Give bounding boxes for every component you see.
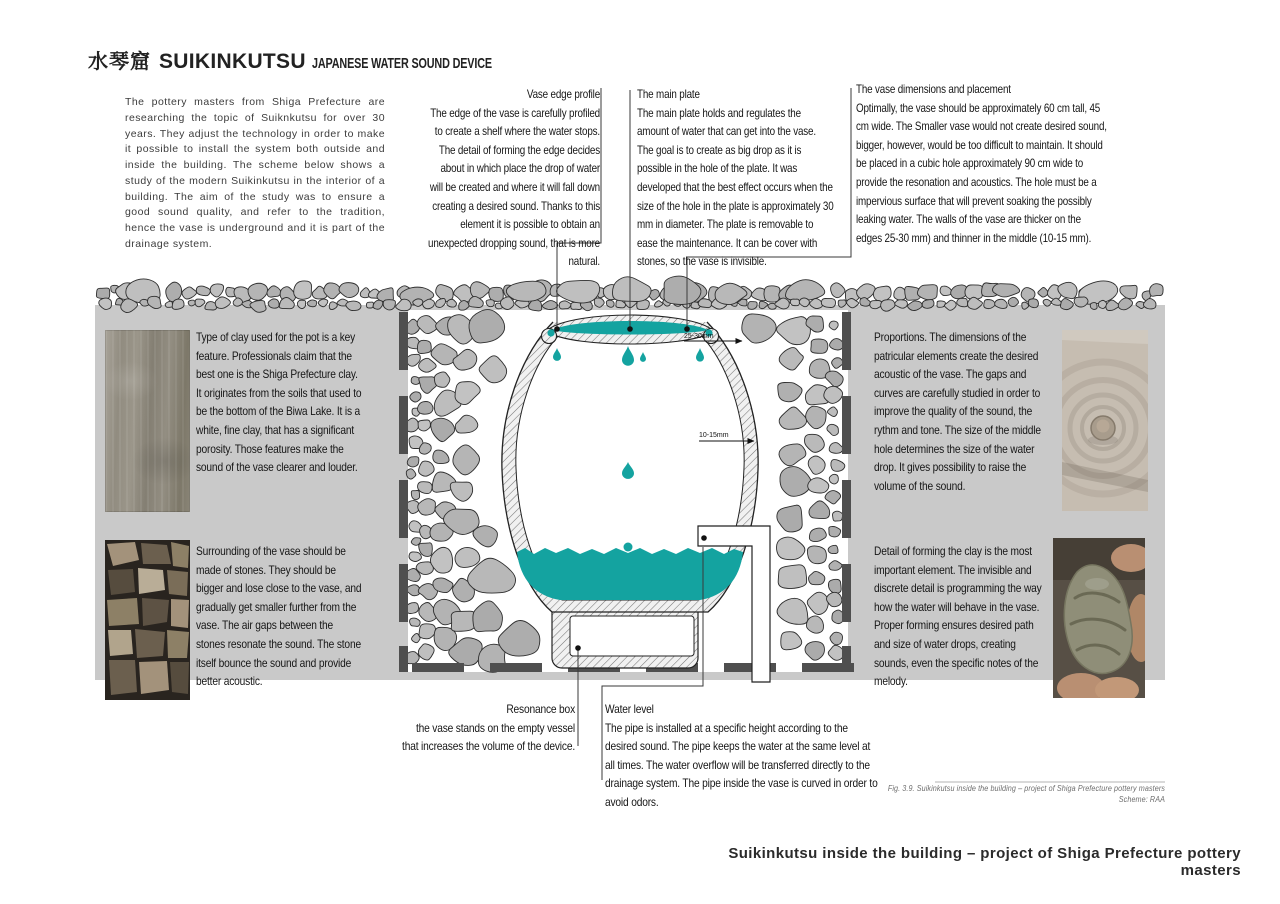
figure-caption-line2: Scheme: RAA	[1118, 794, 1165, 804]
annotation-body: the vase stands on the empty vessel that increases the volume of the device.	[402, 720, 575, 754]
subtitle: JAPANESE WATER SOUND DEVICE	[311, 55, 492, 72]
annotation-main-plate	[637, 85, 834, 271]
annotation-title: The vase dimensions and placement	[856, 82, 1011, 96]
annotation-resonance-box	[401, 700, 575, 756]
footer-caption: Suikinkutsu inside the building – project of Shiga Prefecture pottery masters	[728, 845, 1241, 879]
annotation-water-level	[605, 700, 881, 812]
annotation-body: The main plate holds and regulates the amount of water that can get into the vase. The goal is to create as big drop as it is possible in the hole of the plate. It was developed that the best effect occurs when the size of the hole in the plate is approximately 30 mm in diameter. The plate is removable to ease the maintenance. It can be cover with stones, so the vase is invisible.	[637, 105, 834, 269]
wall-middle-thickness-label: 10-15mm	[699, 432, 729, 439]
vase-bottom-detail-photo	[1062, 330, 1148, 511]
annotation-surrounding-stones: Surrounding of the vase should be made of stones. They should be bigger and lose close to the vase, and gradually get smaller further from the vase. The air gaps between the stones resonate the sound. The stone itself bounce the sound and provide better acoustic.	[196, 544, 362, 689]
annotation-forming-detail: Detail of forming the clay is the most important element. The invisible and discrete detail is programming the way how the water will behave in the vase. Proper forming ensures desired path and size of water drops, creating sounds, even the specific notes of the melody.	[874, 544, 1042, 689]
annotation-vase-dimensions	[856, 80, 1108, 247]
figure-caption	[868, 784, 1165, 806]
annotation-title: Resonance box	[506, 702, 575, 716]
annotation-title: The main plate	[637, 87, 700, 101]
kanji-title: 水琴窟	[88, 51, 151, 73]
intro-paragraph: The pottery masters from Shiga Prefecture are researching the topic of Suiknkutsu for over 30 years. They adjust the technology in order to make it possible to install the system both outside and inside the building. The scheme below shows a study of the modern Suikinkutsu in the interior of a building. The aim of the study was to ensure a good sound quality, and refer to the tradition, hence the vase is underground and it is part of the drainage system.	[125, 96, 385, 250]
annotation-vase-edge-profile	[426, 85, 600, 271]
annotation-body: The pipe is installed at a specific height according to the desired sound. The pipe keeps the water at the same level at all times. The water overflow will be transferred directly to the drainage system. The pipe inside the vase is curved in order to avoid odors.	[605, 720, 878, 809]
figure-caption-line1: Fig. 3.9. Suikinkutsu inside the building – project of Shiga Prefecture pottery masters	[887, 784, 1165, 793]
annotation-body: Optimally, the vase should be approximately 60 cm tall, 45 cm wide. The Smaller vase would not create desired sound, bigger, however, would be too difficult to maintain. It should be placed in a cubic hole approximately 90 cm wide to provide the resonation and acoustics. The hole must be a impervious surface that will prevent soaking the possibly leaking water. The walls of the vase are thicker on the edges 25-30 mm) and thinner in the middle (10-15 mm).	[856, 100, 1107, 245]
stone-wall-photo	[105, 540, 190, 700]
main-title: SUIKINKUTSU	[159, 50, 306, 73]
annotation-clay-type: Type of clay used for the pot is a key feature. Professionals claim that the best one is the Shiga Prefecture clay. It originates from the soils that used to be the bottom of the Biwa Lake. It is a white, fine clay, that has a significant porosity. Those features make the sound of the vase clearer and louder.	[196, 330, 362, 475]
annotation-proportions: Proportions. The dimensions of the patricular elements create the desired acoustic of the vase. The gaps and curves are carefully studied in order to improve the quality of the sound, the rythm and tone. The size of the middle hole determines the size of the water drop. It gives possibility to raise the volume of the sound.	[874, 330, 1041, 493]
clay-texture-photo	[105, 330, 190, 512]
annotation-body: The edge of the vase is carefully profiled to create a shelf where the water stops. The detail of forming the edge decides about in which place the drop of water will be created and where it will fall down creating a desired sound. Thanks to this element it is possible to obtain an unexpected dropping sound, that is more natural.	[428, 105, 600, 269]
annotation-title: Vase edge profile	[526, 87, 600, 101]
hand-forming-clay-photo	[1053, 538, 1145, 698]
wall-edge-thickness-label: 25-30mm	[684, 333, 714, 340]
annotation-title: Water level	[605, 702, 654, 716]
